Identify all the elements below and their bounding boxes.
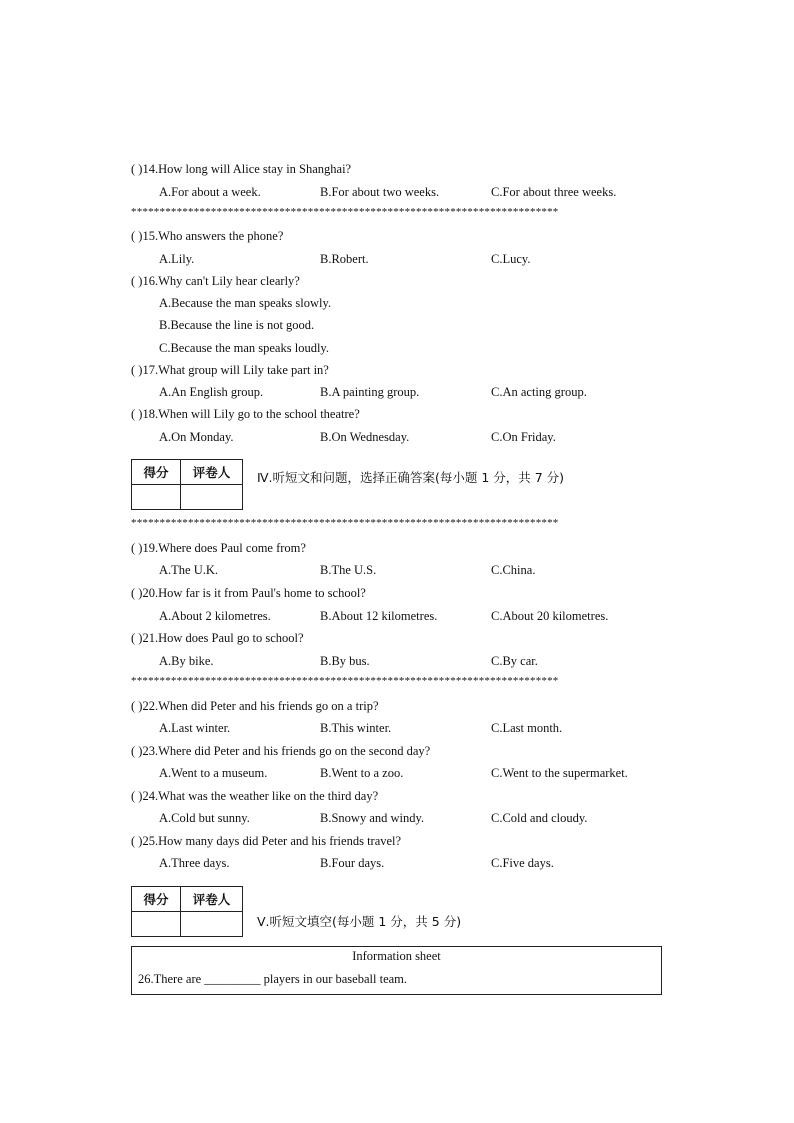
separator-line: *************************************************************************** (131, 206, 559, 218)
option-24b[interactable]: B.Snowy and windy. (320, 811, 425, 825)
score-label: 得分 (132, 460, 181, 485)
option-17b[interactable]: B.A painting group. (320, 385, 420, 399)
option-14a[interactable]: A.For about a week. (159, 185, 261, 199)
question-15: ( )15.Who answers the phone? (131, 229, 284, 243)
question-21: ( )21.How does Paul go to school? (131, 631, 304, 645)
option-23a[interactable]: A.Went to a museum. (159, 766, 268, 780)
section-v-heading: Ⅴ.听短文填空(每小题 1 分，共 5 分) (257, 914, 462, 929)
option-24c[interactable]: C.Cold and cloudy. (491, 811, 588, 825)
info-line-26 (138, 972, 407, 987)
option-24a[interactable]: A.Cold but sunny. (159, 811, 250, 825)
option-15c[interactable]: C.Lucy. (491, 252, 531, 266)
question-23: ( )23.Where did Peter and his friends go on the second day? (131, 744, 431, 758)
score-cell[interactable] (132, 912, 181, 937)
option-16c[interactable]: C.Because the man speaks loudly. (159, 341, 329, 355)
info-26-suffix: players in our baseball team. (263, 972, 408, 986)
grader-cell[interactable] (181, 485, 243, 510)
question-25: ( )25.How many days did Peter and his friends travel? (131, 834, 402, 848)
option-16b[interactable]: B.Because the line is not good. (159, 318, 315, 332)
option-22c[interactable]: C.Last month. (491, 721, 563, 735)
option-21a[interactable]: A.By bike. (159, 654, 214, 668)
info-26-blank[interactable]: _________ (204, 972, 261, 986)
option-20c[interactable]: C.About 20 kilometres. (491, 609, 609, 623)
score-label: 得分 (132, 887, 181, 912)
option-19b[interactable]: B.The U.S. (320, 563, 377, 577)
section-iv-heading: Ⅳ.听短文和问题，选择正确答案(每小题 1 分，共 7 分) (257, 470, 565, 485)
option-18b[interactable]: B.On Wednesday. (320, 430, 410, 444)
score-box-iv (131, 459, 243, 510)
option-14b[interactable]: B.For about two weeks. (320, 185, 440, 199)
separator-line: *************************************************************************** (131, 517, 559, 529)
score-cell[interactable] (132, 485, 181, 510)
question-22: ( )22.When did Peter and his friends go on a trip? (131, 699, 379, 713)
option-25b[interactable]: B.Four days. (320, 856, 385, 870)
question-14: ( )14.How long will Alice stay in Shanghai? (131, 162, 352, 176)
info-26-prefix: 26.There are (138, 972, 202, 986)
option-19c[interactable]: C.China. (491, 563, 536, 577)
question-16: ( )16.Why can't Lily hear clearly? (131, 274, 300, 288)
option-18a[interactable]: A.On Monday. (159, 430, 234, 444)
question-19: ( )19.Where does Paul come from? (131, 541, 306, 555)
option-15b[interactable]: B.Robert. (320, 252, 369, 266)
question-20: ( )20.How far is it from Paul's home to school? (131, 586, 366, 600)
option-23b[interactable]: B.Went to a zoo. (320, 766, 404, 780)
option-18c[interactable]: C.On Friday. (491, 430, 556, 444)
grader-label: 评卷人 (181, 460, 243, 485)
option-20a[interactable]: A.About 2 kilometres. (159, 609, 271, 623)
option-22a[interactable]: A.Last winter. (159, 721, 231, 735)
question-17: ( )17.What group will Lily take part in? (131, 363, 329, 377)
score-box-v (131, 886, 243, 937)
information-sheet (131, 946, 662, 995)
option-21b[interactable]: B.By bus. (320, 654, 370, 668)
option-23c[interactable]: C.Went to the supermarket. (491, 766, 628, 780)
grader-label: 评卷人 (181, 887, 243, 912)
option-17a[interactable]: A.An English group. (159, 385, 264, 399)
separator-line: *************************************************************************** (131, 675, 559, 687)
option-22b[interactable]: B.This winter. (320, 721, 392, 735)
option-21c[interactable]: C.By car. (491, 654, 538, 668)
question-24: ( )24.What was the weather like on the third day? (131, 789, 379, 803)
option-15a[interactable]: A.Lily. (159, 252, 195, 266)
option-17c[interactable]: C.An acting group. (491, 385, 587, 399)
option-14c[interactable]: C.For about three weeks. (491, 185, 617, 199)
option-20b[interactable]: B.About 12 kilometres. (320, 609, 438, 623)
information-sheet-title: Information sheet (352, 949, 441, 963)
grader-cell[interactable] (181, 912, 243, 937)
option-25c[interactable]: C.Five days. (491, 856, 554, 870)
option-19a[interactable]: A.The U.K. (159, 563, 219, 577)
option-25a[interactable]: A.Three days. (159, 856, 230, 870)
option-16a[interactable]: A.Because the man speaks slowly. (159, 296, 332, 310)
question-18: ( )18.When will Lily go to the school theatre? (131, 407, 360, 421)
